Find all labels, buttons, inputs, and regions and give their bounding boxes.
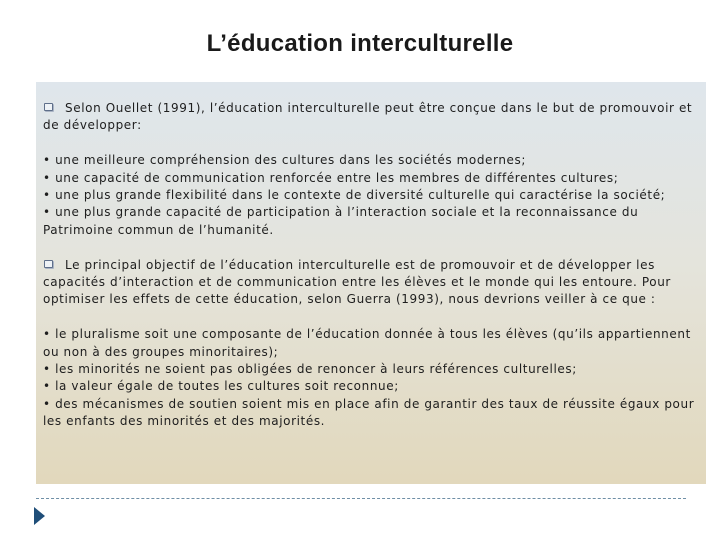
objective-paragraph xyxy=(43,257,698,309)
list-item: • une capacité de communication renforcée entre les membres de différentes cultures; xyxy=(43,170,619,185)
list-item: • le pluralisme soit une composante de l’éducation donnée à tous les élèves (qu’ils appartiennent ou non à des groupes minoritaires); xyxy=(43,327,691,359)
list-item: • des mécanismes de soutien soient mis en place afin de garantir des taux de réussite égaux pour les enfants des minorités et des majorités. xyxy=(43,396,695,429)
list-item: • une meilleure compréhension des cultures dans les sociétés modernes; xyxy=(43,153,527,168)
play-triangle-icon[interactable] xyxy=(34,507,45,525)
list-item: • les minorités ne soient pas obligées de renoncer à leurs références culturelles; xyxy=(43,362,577,377)
objective-paragraph-text: Le principal objectif de l’éducation interculturelle est de promouvoir et de développer les capacités d’interaction et de communication entre les élèves et le monde qui les entoure. Pour optimiser les effets de cette éducation, selon Guerra (1993), nous devrions veiller à ce que : xyxy=(43,257,671,307)
checkbox-square-icon xyxy=(44,103,53,111)
checkbox-square-icon xyxy=(44,260,53,268)
intro-paragraph xyxy=(43,100,698,135)
list-item: • une plus grande flexibilité dans le contexte de diversité culturelle qui caractérise la société; xyxy=(43,188,666,203)
intro-paragraph-text: Selon Ouellet (1991), l’éducation interculturelle peut être conçue dans le but de promouvoir et de développer: xyxy=(43,101,693,133)
list-item: • une plus grande capacité de participation à l’interaction sociale et la reconnaissance du Patrimoine commun de l’humanité. xyxy=(43,205,639,237)
footer-divider xyxy=(36,498,686,499)
list-item: • la valeur égale de toutes les cultures soit reconnue; xyxy=(43,379,399,394)
slide-title: L’éducation interculturelle xyxy=(206,30,514,57)
content-box xyxy=(36,82,706,484)
content-body xyxy=(43,100,698,431)
